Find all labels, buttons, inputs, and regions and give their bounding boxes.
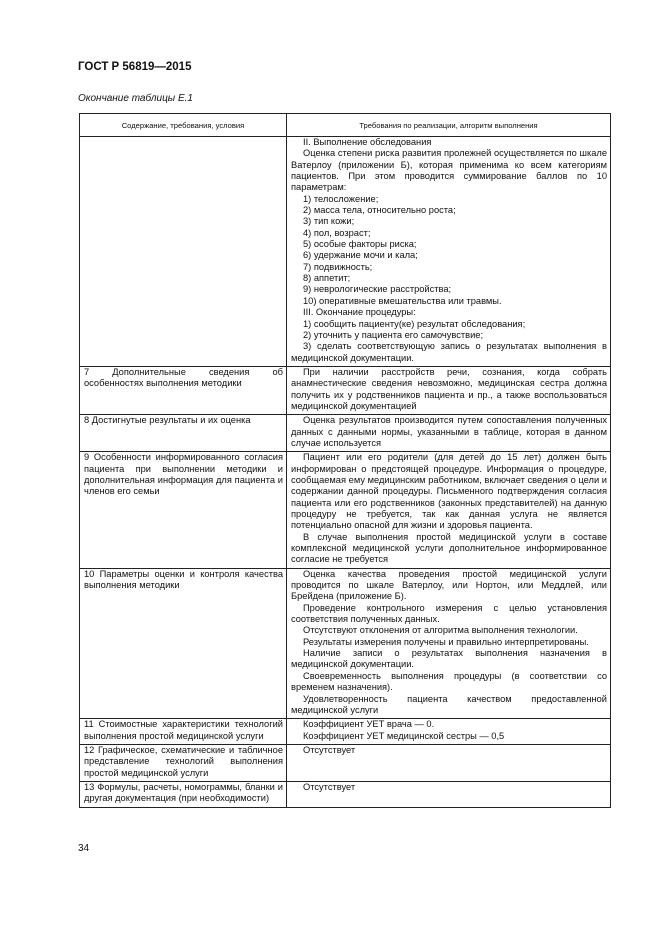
row-algorithm-cell: [287, 452, 611, 568]
row-condition-cell: 9 Особенности информированного согласия пациента при выполнении методики и дополнительная информация для пациента и членов его семьи: [80, 452, 287, 568]
page-number: 34: [78, 843, 90, 854]
paragraph: Отсутствует: [303, 744, 356, 755]
list-item: 6) удержание мочи и кала;: [303, 250, 418, 261]
paragraph: Пациент или его родители (для детей до 15 лет) должен быть информирован о предстоящей процедуре. Информация о процедуре, сообщаемая ему медицинским работником, включает сведения о цели и содержании данной процедуры. Письменного подтверждения согласия пациента или его родственников (законных представителей) на данную процедуру не требуется, так как данная услуга не является потенциально опасной для жизни и здоровья пациента.: [291, 452, 607, 531]
paragraph: 3) сделать соответствующую запись о результатах выполнения в медицинской документации.: [291, 341, 607, 363]
list-item: 3) тип кожи;: [303, 216, 355, 227]
table-row: [80, 744, 611, 781]
row-condition-cell: 12 Графическое, схематические и табличное представление технологий выполнения простой медицинской услуги: [80, 744, 287, 781]
paragraph: Оценка результатов производится путем сопоставления полученных данных с данными нормы, указанными в таблице, которая в данном случае используется: [291, 415, 607, 448]
table-row: [80, 719, 611, 745]
column-header-algorithm: Требования по реализации, алгоритм выполнения: [287, 114, 611, 137]
paragraph: Удовлетворенность пациента качеством предоставленной медицинской услуги: [291, 693, 607, 715]
row-algorithm-cell: [287, 781, 611, 807]
table-body: [80, 137, 611, 808]
document-code: ГОСТ Р 56819—2015: [78, 61, 192, 73]
paragraph: Отсутствует: [303, 781, 356, 792]
paragraph: Отсутствуют отклонения от алгоритма выполнения технологии.: [303, 625, 578, 636]
list-item: 2) масса тела, относительно роста;: [303, 205, 456, 216]
table-row: [80, 366, 611, 414]
table-row: [80, 415, 611, 452]
paragraph: Оценка степени риска развития пролежней осуществляется по шкале Ватерлоу (приложении Б), которая применима ко всем категориям пациентов. При этом проводится суммирование баллов по 10 параметрам:: [291, 148, 607, 193]
list-item: 7) подвижность;: [303, 261, 373, 272]
list-item: 8) аппетит;: [303, 273, 351, 284]
row-condition-cell: 7 Дополнительные сведения об особенностях выполнения методики: [80, 366, 287, 414]
paragraph: Наличие записи о результатах выполнения назначения в медицинской документации.: [291, 648, 607, 670]
row-condition-cell: 10 Параметры оценки и контроля качества выполнения методики: [80, 568, 287, 718]
row-algorithm-cell: [287, 719, 611, 745]
list-item: 2) уточнить у пациента его самочувствие;: [303, 329, 484, 340]
list-item: 1) телосложение;: [303, 193, 379, 204]
row-condition-cell: 11 Стоимостные характеристики технологий выполнения простой медицинской услуги: [80, 719, 287, 745]
list-item: 1) сообщить пациенту(ке) результат обследования;: [303, 318, 526, 329]
paragraph: Коэффициент УЕТ медицинской сестры — 0,5: [303, 730, 505, 741]
paragraph: Проведение контрольного измерения с целью установления соответствия полученных данных.: [291, 602, 607, 625]
table-caption: Окончание таблицы Е.1: [78, 93, 193, 104]
list-item: 10) оперативные вмешательства или травмы.: [303, 295, 502, 306]
list-item: 4) пол, возраст;: [303, 227, 371, 238]
table-header-row: [80, 114, 611, 137]
paragraph: При наличии расстройств речи, сознания, когда собрать анамнестические сведения невозможно, медицинская сестра должна получить их у родственников пациента и пр., а также воспользоваться медицинской документацией: [291, 366, 607, 411]
row-algorithm-cell: [287, 366, 611, 414]
paragraph: III. Окончание процедуры:: [303, 307, 416, 318]
table-row: [80, 781, 611, 807]
paragraph: II. Выполнение обследования: [303, 137, 432, 147]
row-algorithm-cell: [287, 415, 611, 452]
row-algorithm-cell: [287, 137, 611, 367]
row-algorithm-cell: [287, 568, 611, 718]
table-row: [80, 452, 611, 568]
paragraph: Оценка качества проведения простой медицинской услуги проводится по шкале Ватерлоу, или Нортон, или Меддлей, или Брейдена (приложение Б).: [291, 568, 607, 602]
row-condition-cell: [80, 137, 287, 367]
table-row: [80, 568, 611, 718]
paragraph: В случае выполнения простой медицинской услуги в составе комплексной медицинской услуги дополнительное информированное согласие не требуется: [291, 531, 607, 565]
paragraph: Своевременность выполнения процедуры (в соответствии со временем назначения).: [291, 670, 607, 693]
table-row: [80, 137, 611, 367]
row-condition-cell: 13 Формулы, расчеты, номограммы, бланки и другая документация (при необходимости): [80, 781, 287, 807]
requirements-table: [79, 113, 611, 808]
column-header-conditions: Содержание, требования, условия: [80, 114, 287, 137]
list-item: 5) особые факторы риска;: [303, 239, 417, 250]
row-algorithm-cell: [287, 744, 611, 781]
paragraph: Коэффициент УЕТ врача — 0.: [303, 719, 435, 730]
row-condition-cell: 8 Достигнутые результаты и их оценка: [80, 415, 287, 452]
paragraph: Результаты измерения получены и правильно интерпретированы.: [303, 636, 589, 647]
list-item: 9) неврологические расстройства;: [303, 284, 452, 295]
